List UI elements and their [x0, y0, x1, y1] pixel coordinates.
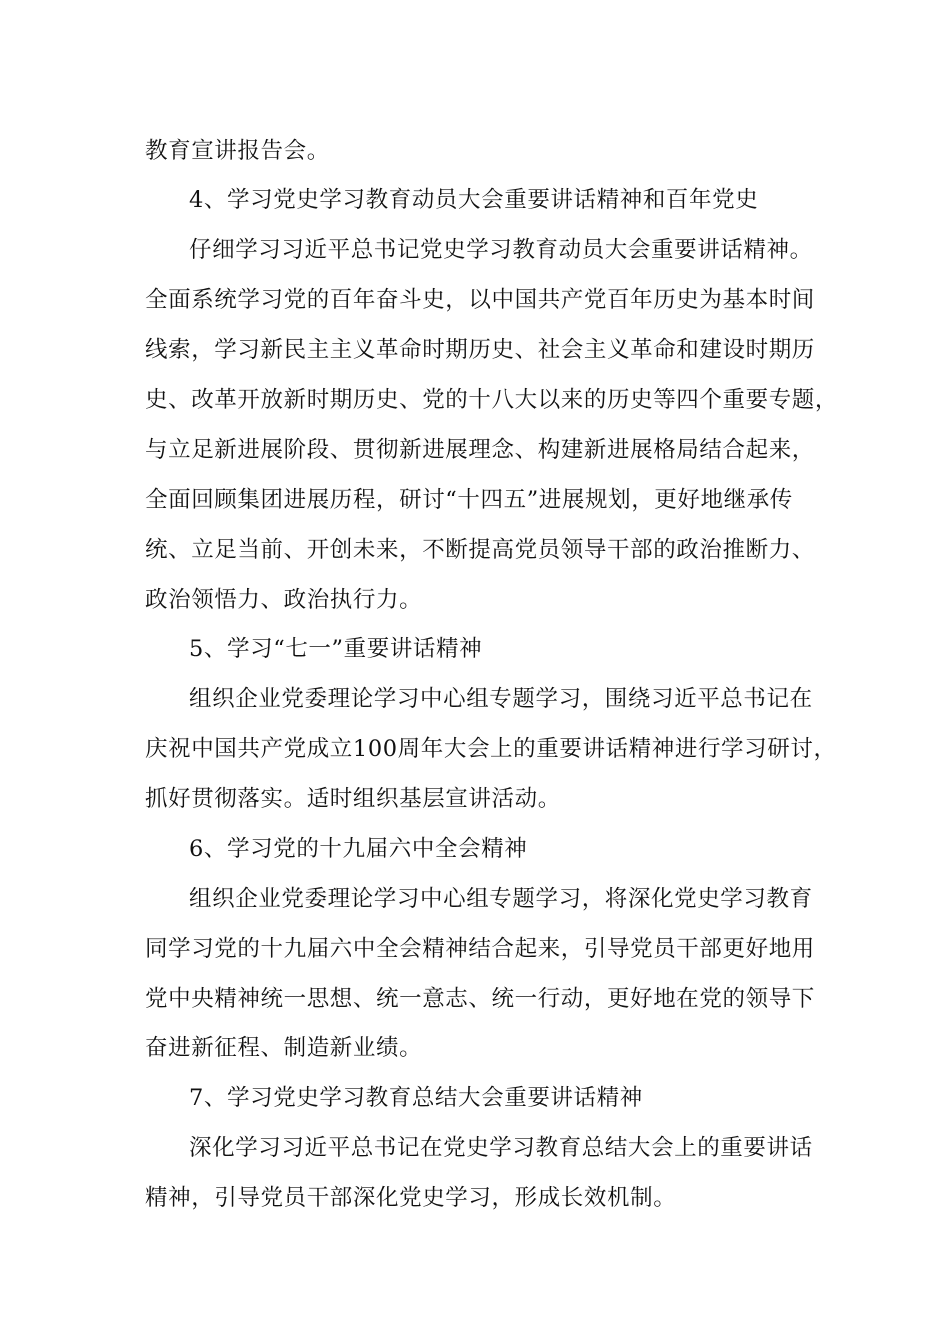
- section-heading-4: 4、学习党史学习教育动员大会重要讲话精神和百年党史: [189, 187, 759, 213]
- paragraph-line: 奋进新征程、制造新业绩。: [145, 1035, 423, 1061]
- paragraph-line: 抓好贯彻落实。适时组织基层宣讲活动。: [145, 786, 561, 812]
- paragraph-line: 全面回顾集团进展历程，研讨“十四五”进展规划，更好地继承传: [145, 487, 793, 513]
- section-heading-7: 7、学习党史学习教育总结大会重要讲话精神: [189, 1085, 643, 1111]
- paragraph-line: 精神，引导党员干部深化党史学习，形成长效机制。: [145, 1185, 677, 1211]
- section-heading-6: 6、学习党的十九届六中全会精神: [189, 836, 528, 862]
- paragraph-line: 全面系统学习党的百年奋斗史，以中国共产党百年历史为基本时间: [145, 287, 815, 313]
- paragraph-line: 深化学习习近平总书记在党史学习教育总结大会上的重要讲话: [189, 1135, 813, 1161]
- paragraph-line: 政治领悟力、政治执行力。: [145, 587, 423, 613]
- paragraph-line: 仔细学习习近平总书记党史学习教育动员大会重要讲话精神。: [189, 237, 813, 263]
- paragraph-line: 组织企业党委理论学习中心组专题学习，围绕习近平总书记在: [189, 686, 813, 712]
- paragraph-line: 统、立足当前、开创未来，不断提高党员领导干部的政治推断力、: [145, 537, 815, 563]
- paragraph-line: 庆祝中国共产党成立100周年大会上的重要讲话精神进行学习研讨，: [145, 736, 837, 762]
- paragraph-line: 线索，学习新民主主义革命时期历史、社会主义革命和建设时期历: [145, 337, 815, 363]
- paragraph-line: 同学习党的十九届六中全会精神结合起来，引导党员干部更好地用: [145, 936, 815, 962]
- paragraph-line: 史、改革开放新时期历史、党的十八大以来的历史等四个重要专题，: [145, 387, 839, 413]
- paragraph-line: 与立足新进展阶段、贯彻新进展理念、构建新进展格局结合起来，: [145, 437, 815, 463]
- text-line: 教育宣讲报告会。: [145, 138, 330, 164]
- section-heading-5: 5、学习“七一”重要讲话精神: [189, 636, 483, 662]
- paragraph-line: 党中央精神统一思想、统一意志、统一行动，更好地在党的领导下: [145, 986, 815, 1012]
- paragraph-line: 组织企业党委理论学习中心组专题学习，将深化党史学习教育: [189, 886, 813, 912]
